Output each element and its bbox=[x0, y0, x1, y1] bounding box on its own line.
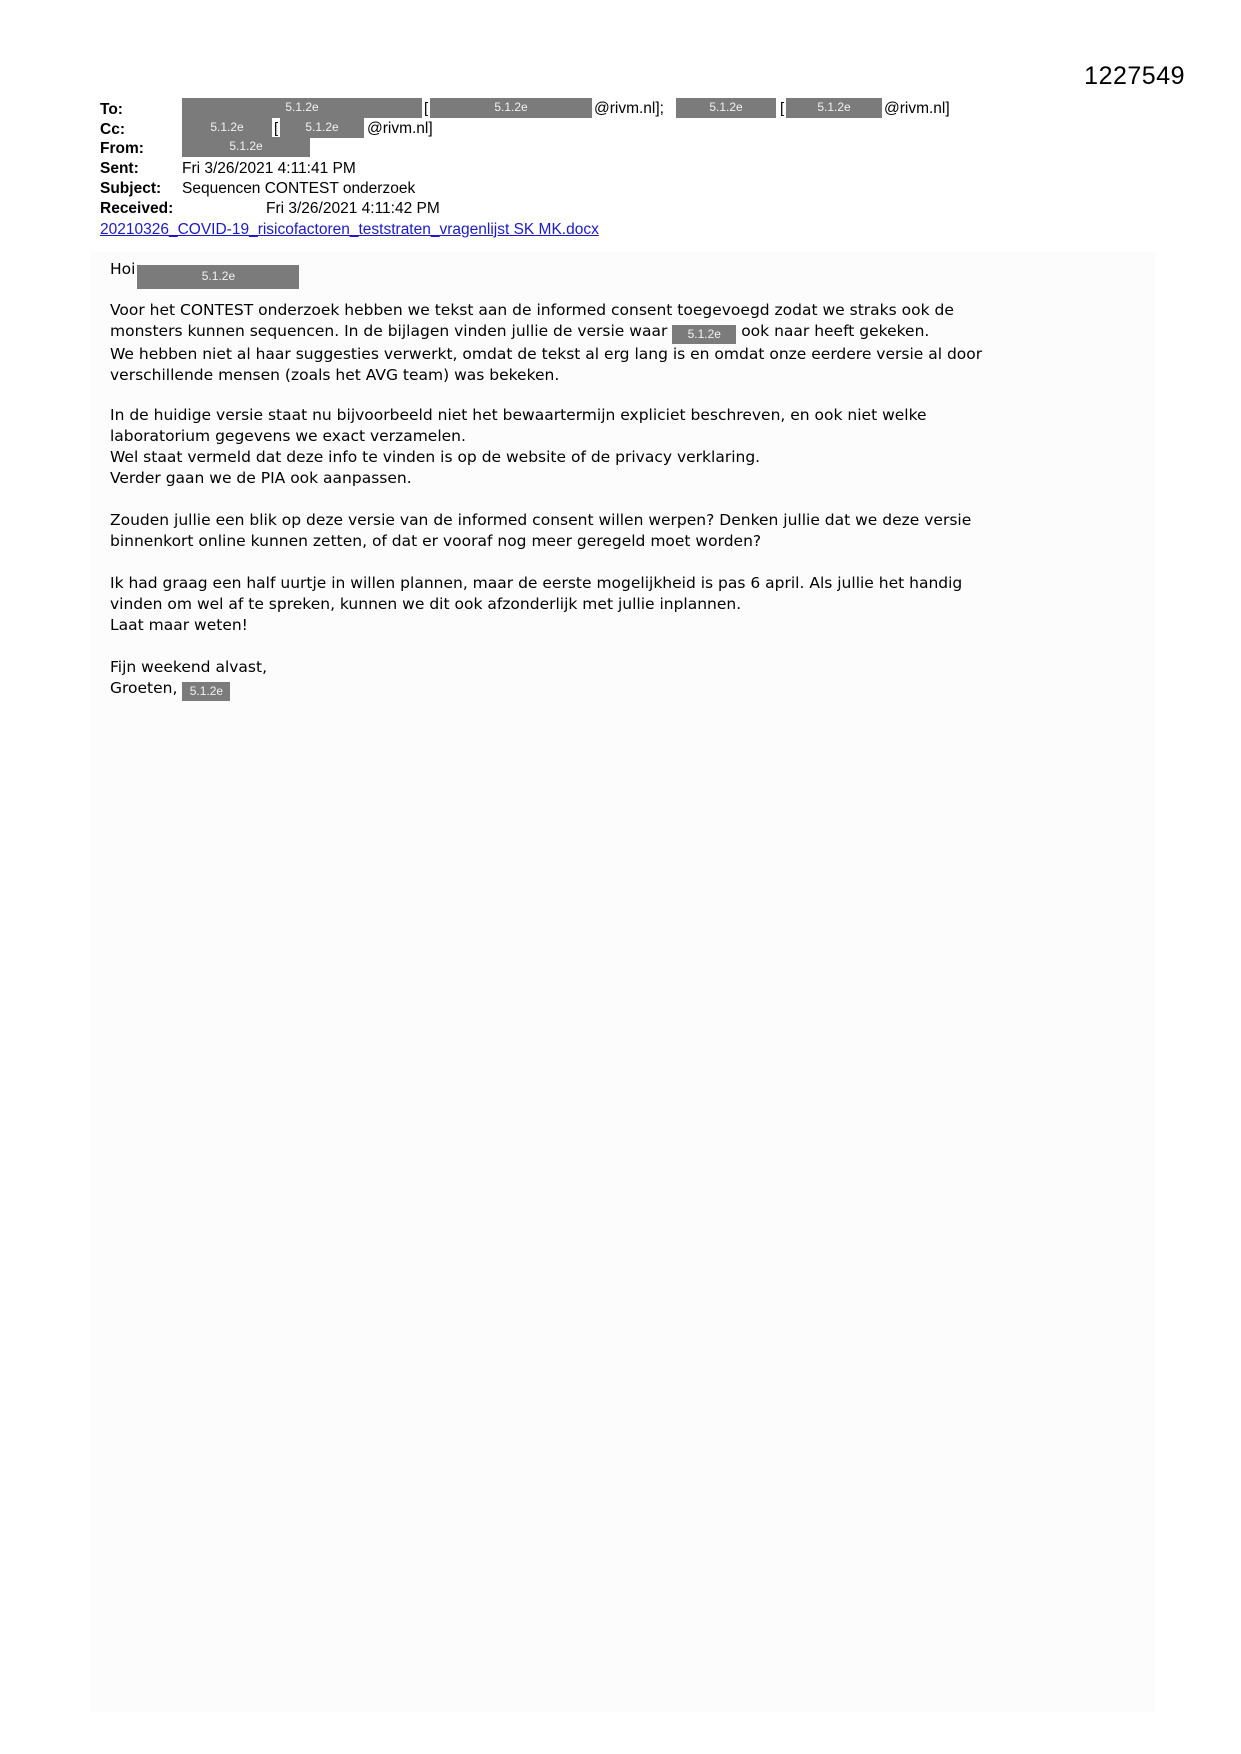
closing-text: Groeten, bbox=[110, 679, 178, 697]
text-line: binnenkort online kunnen zetten, of dat er vooraf nog meer geregeld moet worden? bbox=[110, 532, 762, 550]
text-line: In de huidige versie staat nu bijvoorbeeld niet het bewaartermijn expliciet beschreven, en ook niet welke bbox=[110, 406, 927, 424]
paragraph-1 bbox=[110, 300, 1150, 386]
paragraph-3 bbox=[110, 510, 1150, 552]
subject-label: Subject: bbox=[100, 180, 162, 197]
closing-line: Fijn weekend alvast, bbox=[110, 658, 268, 676]
open-bracket: [ bbox=[780, 100, 785, 117]
received-value: Fri 3/26/2021 4:11:42 PM bbox=[266, 200, 440, 217]
text-line: vinden om wel af te spreken, kunnen we dit ook afzonderlijk met jullie inplannen. bbox=[110, 595, 742, 613]
redaction-box: 5.1.2e bbox=[182, 137, 310, 157]
redaction-box: 5.1.2e bbox=[137, 265, 299, 289]
redaction-box: 5.1.2e bbox=[280, 118, 364, 138]
open-bracket: [ bbox=[274, 120, 279, 137]
paragraph-2 bbox=[110, 405, 1150, 489]
text-line: laboratorium gegevens we exact verzamelen. bbox=[110, 427, 466, 445]
redaction-box: 5.1.2e bbox=[676, 98, 776, 118]
sent-value: Fri 3/26/2021 4:11:41 PM bbox=[182, 160, 356, 177]
subject-value: Sequencen CONTEST onderzoek bbox=[182, 180, 416, 197]
cc-label: Cc: bbox=[100, 121, 125, 138]
redaction-box: 5.1.2e bbox=[786, 98, 882, 118]
redaction-box: 5.1.2e bbox=[182, 118, 272, 138]
to-label: To: bbox=[100, 101, 123, 118]
redaction-box: 5.1.2e bbox=[182, 682, 230, 701]
to-email-suffix: @rivm.nl]; bbox=[594, 100, 664, 117]
sent-label: Sent: bbox=[100, 160, 139, 177]
paragraph-4 bbox=[110, 573, 1150, 636]
cc-email-suffix: @rivm.nl] bbox=[367, 120, 433, 137]
text-line: Ik had graag een half uurtje in willen plannen, maar de eerste mogelijkheid is pas 6 april. Als jullie het handig bbox=[110, 574, 963, 592]
redaction-box: 5.1.2e bbox=[182, 98, 422, 118]
text-line: Wel staat vermeld dat deze info te vinden is op de website of de privacy verklaring. bbox=[110, 448, 761, 466]
text-fragment: monsters kunnen sequencen. In de bijlagen vinden jullie de versie waar bbox=[110, 322, 668, 340]
text-line bbox=[110, 321, 1150, 344]
text-line: Zouden jullie een blik op deze versie van de informed consent willen werpen? Denken jullie dat we deze versie bbox=[110, 511, 972, 529]
text-line: We hebben niet al haar suggesties verwerkt, omdat de tekst al erg lang is en omdat onze eerdere versie al door bbox=[110, 345, 983, 363]
closing-line bbox=[110, 678, 1150, 701]
received-label: Received: bbox=[100, 200, 174, 217]
attachment-link[interactable]: 20210326_COVID-19_risicofactoren_teststraten_vragenlijst SK MK.docx bbox=[100, 221, 599, 238]
closing bbox=[110, 657, 1150, 701]
greeting-line bbox=[110, 259, 1150, 289]
redaction-box: 5.1.2e bbox=[672, 325, 736, 344]
text-line: Voor het CONTEST onderzoek hebben we tekst aan de informed consent toegevoegd zodat we straks ook de bbox=[110, 301, 954, 319]
text-fragment: ook naar heeft gekeken. bbox=[741, 322, 930, 340]
open-bracket: [ bbox=[424, 100, 429, 117]
text-line: verschillende mensen (zoals het AVG team) was bekeken. bbox=[110, 366, 560, 384]
to-email-suffix: @rivm.nl] bbox=[884, 100, 950, 117]
redaction-box: 5.1.2e bbox=[430, 98, 592, 118]
text-line: Laat maar weten! bbox=[110, 616, 248, 634]
document-number: 1227549 bbox=[1084, 62, 1185, 90]
greeting: Hoi bbox=[110, 260, 136, 278]
from-label: From: bbox=[100, 140, 144, 157]
text-line: Verder gaan we de PIA ook aanpassen. bbox=[110, 469, 412, 487]
